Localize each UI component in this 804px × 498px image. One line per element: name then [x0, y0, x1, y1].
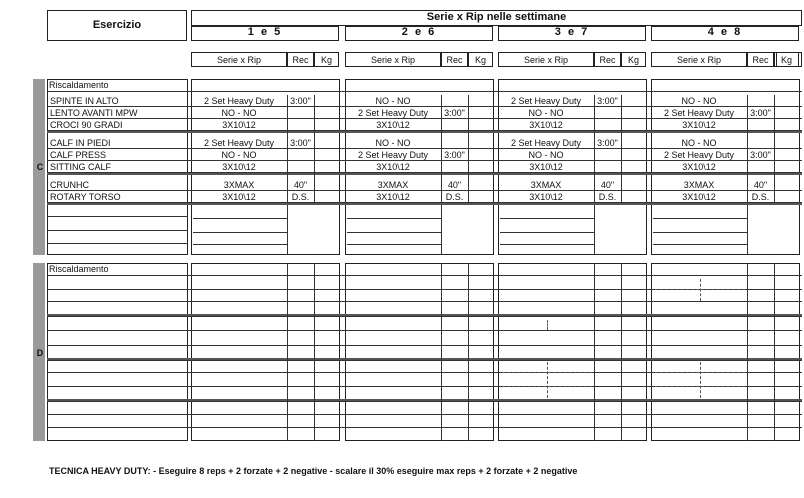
extra-cell [776, 52, 802, 67]
kg-label: Kg [320, 55, 332, 65]
serie-value: 3X10\12 [222, 192, 256, 202]
serie-value: 3X10\12 [529, 192, 563, 202]
serie-value: 3XMAX [377, 180, 409, 190]
column-line [594, 205, 595, 255]
week-label: 1 e 5 [247, 26, 283, 38]
rule-line [47, 314, 802, 316]
serie-value: 3XMAX [530, 180, 562, 190]
column-line [747, 263, 748, 441]
rule-line [47, 358, 802, 360]
rule-line [47, 91, 802, 92]
serie-value: 3X10\12 [682, 120, 716, 130]
kg-label: Kg [474, 55, 486, 65]
serie-value: 3X10\12 [376, 120, 410, 130]
week-label: 2 e 6 [401, 26, 437, 38]
week-label: 4 e 8 [707, 26, 743, 38]
rule-line [193, 232, 288, 233]
rec-value: 3:00" [750, 150, 771, 160]
rec-value: 40" [447, 180, 462, 190]
rec-value: 40" [600, 180, 615, 190]
serie-value: 2 Set Heavy Duty [357, 150, 429, 160]
serie-value: NO - NO [375, 138, 411, 148]
serie-value: 3X10\12 [682, 162, 716, 172]
serie-value: 2 Set Heavy Duty [663, 150, 735, 160]
serie-value: NO - NO [221, 108, 257, 118]
column-line [287, 263, 288, 441]
rule-line [347, 232, 442, 233]
column-line [287, 95, 288, 203]
rule-line [47, 173, 802, 175]
rule-line [47, 345, 802, 346]
esercizio-label: Esercizio [92, 19, 142, 31]
serie-value: 3X10\12 [222, 120, 256, 130]
kg-label: Kg [627, 55, 639, 65]
rule-line [347, 218, 442, 219]
rule-line [47, 427, 802, 428]
rec-value: 3:00" [444, 150, 465, 160]
rule-line [500, 218, 595, 219]
column-line [594, 95, 595, 203]
rule-line [347, 244, 442, 245]
rule-line [47, 330, 802, 331]
rule-line [47, 316, 802, 317]
column-line [747, 205, 748, 255]
rule-line [47, 203, 802, 205]
serie-value: NO - NO [375, 96, 411, 106]
serie-value: 2 Set Heavy Duty [510, 96, 582, 106]
rec-value: D.S. [445, 192, 464, 202]
rec-value: 3:00" [597, 138, 618, 148]
exercise-name: LENTO AVANTI MPW [50, 108, 138, 118]
rec-value: 3:00" [290, 138, 311, 148]
column-line [621, 263, 622, 441]
column-line [774, 95, 775, 203]
rule-line [193, 244, 288, 245]
column-line [314, 263, 315, 441]
rule-line [653, 218, 748, 219]
column-line [594, 263, 595, 441]
column-line [468, 95, 469, 203]
exercise-name: CALF IN PIEDI [50, 138, 111, 148]
serie-value: NO - NO [681, 96, 717, 106]
exercise-name: SITTING CALF [50, 162, 112, 172]
week-label: 3 e 7 [554, 26, 590, 38]
serie-value: 3X10\12 [529, 120, 563, 130]
rec-value: 40" [753, 180, 768, 190]
column-line [287, 205, 288, 255]
rule-line [47, 301, 802, 302]
exercise-name: CRUNHC [50, 180, 89, 190]
serie-value: 3XMAX [683, 180, 715, 190]
rule-line [500, 244, 595, 245]
section-c-label: C [36, 162, 44, 172]
serie-value: NO - NO [528, 108, 564, 118]
section-d-label: D [36, 348, 44, 358]
rule-line [47, 230, 188, 231]
dashed-line [547, 320, 548, 330]
rule-line [47, 414, 802, 415]
exercise-name: CROCI 90 GRADI [50, 120, 123, 130]
serie-value: 2 Set Heavy Duty [203, 96, 275, 106]
column-line [468, 263, 469, 441]
serie-value: 2 Set Heavy Duty [663, 108, 735, 118]
exercise-name: SPINTE IN ALTO [50, 96, 119, 106]
column-line [621, 95, 622, 203]
serie-value: 3X10\12 [376, 162, 410, 172]
serie-label: Serie x Rip [676, 55, 721, 65]
rec-label: Rec [446, 55, 463, 65]
serie-value: NO - NO [681, 138, 717, 148]
rec-value: 3:00" [444, 108, 465, 118]
rule-line [47, 360, 802, 361]
column-line [441, 95, 442, 203]
rule-line [47, 401, 802, 402]
serie-value: 2 Set Heavy Duty [357, 108, 429, 118]
warmup-label: Riscaldamento [49, 80, 109, 90]
serie-value: 3X10\12 [529, 162, 563, 172]
column-line [441, 263, 442, 441]
dashed-line [700, 362, 701, 398]
rule-line [193, 218, 288, 219]
rec-value: D.S. [598, 192, 617, 202]
serie-label: Serie x Rip [523, 55, 568, 65]
serie-value: NO - NO [528, 150, 564, 160]
serie-rip-title: Serie x Rip nelle settimane [426, 11, 567, 23]
rec-value: 3:00" [290, 96, 311, 106]
rec-value: 3:00" [750, 108, 771, 118]
serie-label: Serie x Rip [370, 55, 415, 65]
serie-value: 3XMAX [223, 180, 255, 190]
column-line [747, 95, 748, 203]
rule-line [653, 244, 748, 245]
dashed-line [700, 279, 701, 301]
dashed-line [547, 362, 548, 398]
serie-label: Serie x Rip [216, 55, 261, 65]
rule-line [500, 232, 595, 233]
exercise-name: CALF PRESS [50, 150, 107, 160]
column-line [774, 263, 775, 441]
rule-line [47, 216, 188, 217]
serie-value: NO - NO [221, 150, 257, 160]
column-line [314, 95, 315, 203]
rec-label: Rec [752, 55, 769, 65]
rule-line [653, 232, 748, 233]
serie-value: 3X10\12 [376, 192, 410, 202]
rule-line [47, 131, 802, 133]
rec-value: D.S. [291, 192, 310, 202]
rule-line [47, 399, 802, 401]
rule-line [47, 275, 802, 276]
rule-line [47, 243, 188, 244]
exercise-name: ROTARY TORSO [50, 192, 121, 202]
rec-value: D.S. [751, 192, 770, 202]
rec-value: 3:00" [597, 96, 618, 106]
serie-value: 3X10\12 [222, 162, 256, 172]
rec-label: Rec [292, 55, 309, 65]
serie-value: 2 Set Heavy Duty [510, 138, 582, 148]
kg-label: Kg [780, 55, 792, 65]
column-line [441, 205, 442, 255]
serie-value: 2 Set Heavy Duty [203, 138, 275, 148]
heavy-duty-note: TECNICA HEAVY DUTY: - Eseguire 8 reps + 2 forzate + 2 negative - scalare il 30% eseguire max reps + 2 forzate + 2 negative [49, 466, 578, 476]
rec-label: Rec [599, 55, 616, 65]
warmup-label: Riscaldamento [49, 264, 109, 274]
rec-value: 40" [293, 180, 308, 190]
serie-value: 3X10\12 [682, 192, 716, 202]
